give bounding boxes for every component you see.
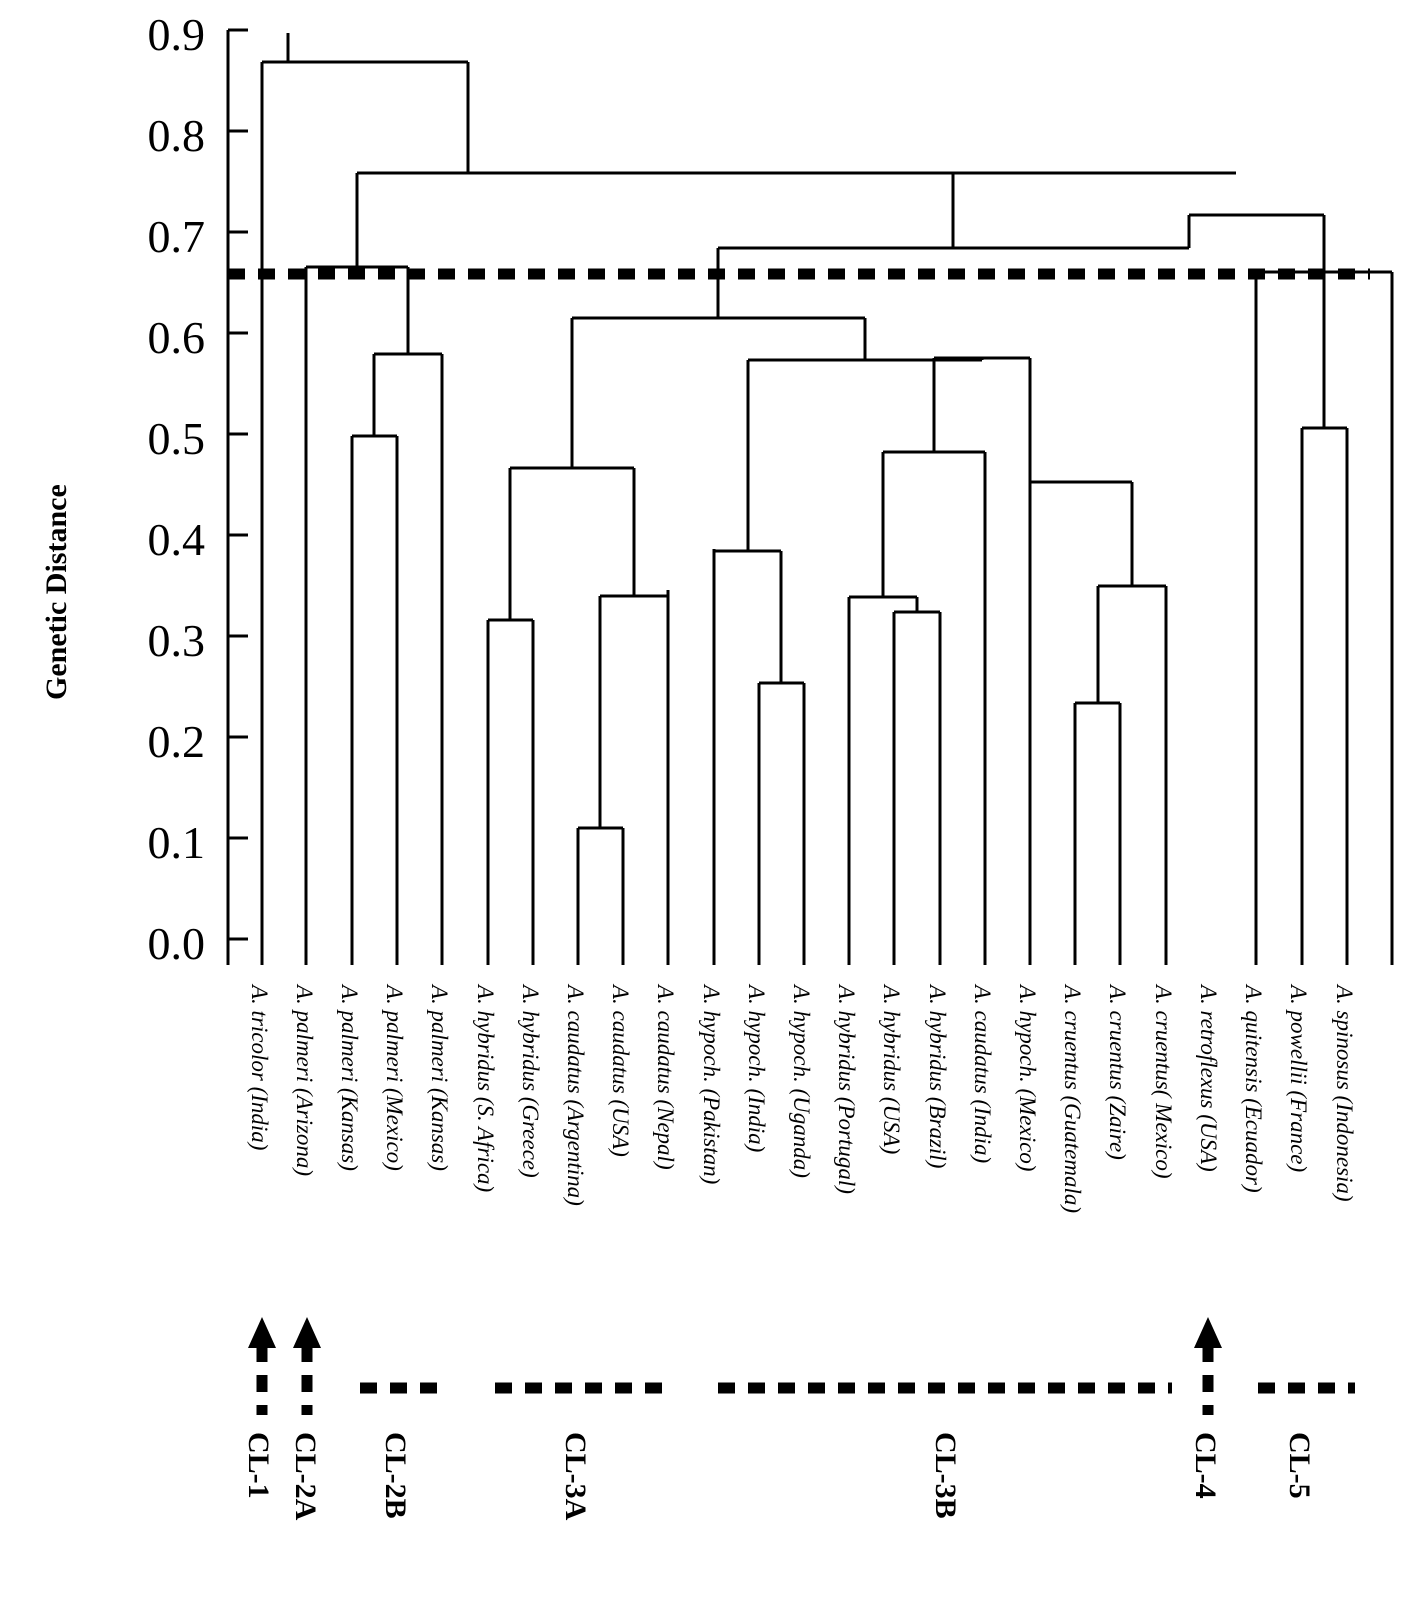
leaf-label: A. palmeri (Kansas) (427, 985, 452, 1171)
cluster-label-cl1: CL-1 (242, 1432, 275, 1499)
cluster-brackets (262, 1345, 1355, 1415)
y-tick-0.0: 0.0 (147, 918, 205, 969)
cluster-label-cl3b: CL-3B (929, 1432, 962, 1519)
y-tick-0.4: 0.4 (147, 514, 205, 565)
leaf-label: A. hybridus (Portugal) (834, 985, 859, 1194)
y-tick-0.2: 0.2 (147, 716, 205, 767)
y-tick-0.5: 0.5 (147, 413, 205, 464)
y-axis-title: Genetic Distance (40, 484, 73, 700)
cluster-label-cl4: CL-4 (1189, 1432, 1222, 1499)
leaf-label: A. hypoch. (Mexico) (1015, 985, 1040, 1172)
cluster-arrows (248, 1317, 1222, 1348)
y-tick-0.1: 0.1 (147, 817, 205, 868)
leaf-label: A. hypoch. (Uganda) (789, 985, 814, 1178)
y-tick-0.7: 0.7 (147, 211, 205, 262)
y-tick-0.8: 0.8 (147, 110, 205, 161)
leaf-label: A. hybridus (Brazil) (925, 985, 950, 1169)
leaf-label: A. hybridus (S. Africa) (473, 985, 498, 1193)
leaf-label: A. cruentus( Mexico) (1151, 985, 1176, 1179)
leaf-label: A. cruentus (Guatemala) (1060, 985, 1085, 1214)
cluster-label-cl5: CL-5 (1283, 1432, 1316, 1499)
leaf-label: A. hypoch. (India) (744, 985, 769, 1153)
leaf-label: A. tricolor (India) (247, 985, 272, 1151)
leaf-label: A. caudatus (Argentina) (563, 985, 588, 1206)
leaf-label: A. hybridus (USA) (879, 985, 904, 1155)
leaf-label: A. palmeri (Mexico) (382, 985, 407, 1171)
leaf-label: A. caudatus (Nepal) (653, 985, 678, 1170)
cluster-label-cl2a: CL-2A (289, 1432, 322, 1521)
leaf-label: A. palmeri (Kansas) (337, 985, 362, 1171)
leaf-label: A. cruentus (Zaire) (1105, 985, 1130, 1160)
y-tick-0.9: 0.9 (147, 9, 205, 60)
leaf-label: A. hybridus (Greece) (518, 985, 543, 1178)
leaf-label: A. powellii (France) (1286, 985, 1311, 1173)
leaf-label: A. quitensis (Ecuador) (1241, 985, 1266, 1193)
leaf-label: A. retroflexus (USA) (1196, 985, 1221, 1172)
leaf-label: A. caudatus (India) (970, 985, 995, 1164)
leaf-label: A. caudatus (USA) (608, 985, 633, 1157)
leaf-label: A. spinosus (Indonesia) (1332, 985, 1357, 1202)
y-tick-0.6: 0.6 (147, 312, 205, 363)
leaf-label: A. hypoch. (Pakistan) (699, 985, 724, 1185)
leaf-label: A. palmeri (Arizona) (292, 985, 317, 1177)
cluster-label-cl3a: CL-3A (559, 1432, 592, 1521)
y-tick-0.3: 0.3 (147, 615, 205, 666)
cluster-label-cl2b: CL-2B (379, 1432, 412, 1519)
